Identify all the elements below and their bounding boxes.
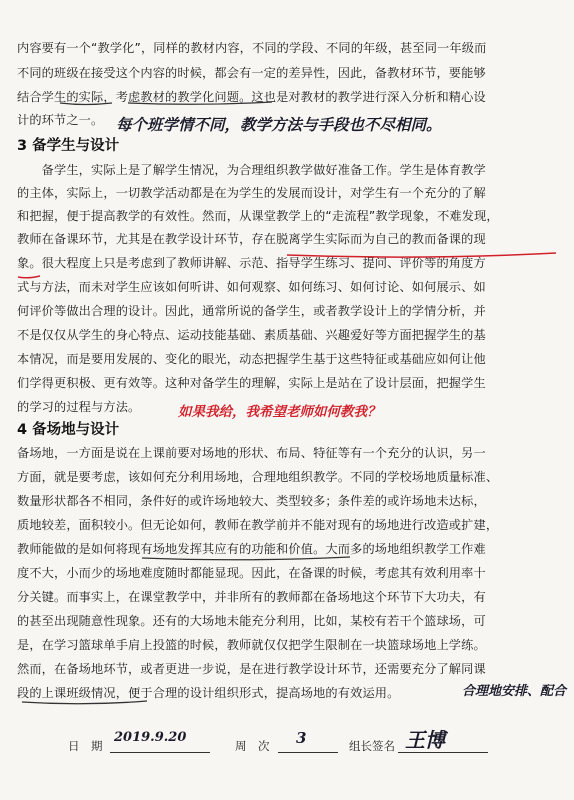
underline-field-value xyxy=(142,557,350,560)
text-line: 象。很大程度上只是考虑到了教师讲解、示范、指导学生练习、提问、评价等的角度方 xyxy=(17,256,486,270)
underline-class-info xyxy=(22,701,147,704)
text-line: 的学习的过程与方法。 xyxy=(17,400,141,414)
text-line: 度不大，小而少的场地难度随时都能显现。因此，在备课的时候，考虑其有效利用率十 xyxy=(17,566,486,580)
handwritten-note-2: 如果我给，我希望老师如何教我？ xyxy=(178,404,381,420)
text-line: 教师能做的是如何将现有场地发挥其应有的功能和价值。大而多的场地组织教学工作难 xyxy=(17,542,486,556)
text-line: 的主体，实际上，一切教学活动都是在为学生的发展而设计，对学生有一个充分的了解 xyxy=(17,186,486,200)
text-line: 是，在学习篮球单手肩上投篮的时候，教师就仅仅把学生限制在一块篮球场地上学练。 xyxy=(17,638,486,652)
date-label: 日 期 xyxy=(68,739,103,753)
handwritten-note-3: 合理地安排、配合 xyxy=(462,684,567,699)
week-value: 3 xyxy=(296,729,307,747)
text-line: 不是仅仅从学生的身心特点、运动技能基础、素质基础、兴趣爱好等方面把握学生的基 xyxy=(17,328,486,342)
text-line: 质地较差，面积较小。但无论如何，教师在教学前并不能对现有的场地进行改造或扩建， xyxy=(17,518,499,532)
text-line: 段的上课班级情况，便于合理的设计组织形式，提高场地的有效运用。 xyxy=(17,686,400,700)
section4-title: 4 备场地与设计 xyxy=(17,422,120,438)
text-line: 然而，在备场地环节，或者更进一步说，是在进行教学设计环节，还需要充分了解同课 xyxy=(17,662,486,676)
text-line: 和把握，便于提高教学的有效性。然而，从课堂教学上的“走流程”教学现象，不难发现， xyxy=(17,209,499,223)
text-line: 的甚至出现随意性现象。还有的大场地未能充分利用，比如，某校有若干个篮球场，可 xyxy=(17,614,486,628)
text-line: 数量形状都各不相同，条件好的或许场地较大、类型较多；条件差的或许场地未达标， xyxy=(17,494,486,508)
text-line: 备场地，一方面是说在上课前要对场地的形状、布局、特征等有一个充分的认识，另一 xyxy=(17,446,486,460)
section3-title: 3 备学生与设计 xyxy=(17,138,120,154)
text-line: 教师在备课环节，尤其是在教学设计环节，存在脱离学生实际而为自己的教而备课的现 xyxy=(17,232,486,246)
week-label: 周 次 xyxy=(235,739,270,753)
underline-red-2 xyxy=(18,276,40,278)
date-line xyxy=(110,752,210,753)
text-line: 方面，就是要考虑，该如何充分利用场地，合理地组织教学。不同的学校场地质量标准、 xyxy=(17,470,499,484)
date-value: 2019.9.20 xyxy=(114,730,187,745)
text-line: 不同的班级在接受这个内容的时候，都会有一定的差异性，因此，备教材环节，要能够 xyxy=(17,66,486,80)
text-line: 分关键。而事实上，在课堂教学中，并非所有的教师都在备场地这个环节下大功夫，有 xyxy=(17,590,486,604)
leader-signature-label: 组长签名 xyxy=(349,739,395,753)
week-line xyxy=(278,752,338,753)
text-line: 结合学生的实际，考虑教材的教学化问题。这也是对教材的教学进行深入分析和精心设 xyxy=(17,90,486,104)
leader-signature: 王博 xyxy=(405,728,445,752)
text-line: 式与方法，而未对学生应该如何听讲、如何观察、如何练习、如何讨论、如何展示、如 xyxy=(17,280,486,294)
text-line: 备学生，实际上是了解学生情况，为合理组织教学做好准备工作。学生是体育教学 xyxy=(17,163,486,177)
text-line: 计的环节之一。 xyxy=(17,113,104,127)
text-line: 们学得更积极、更有效等。这种对备学生的理解，实际上是站在了设计层面，把握学生 xyxy=(17,376,486,390)
handwritten-note-1: 每个班学情不同，教学方法与手段也不尽相同。 xyxy=(116,115,442,134)
text-line: 何评价等做出合理的设计。因此，通常所说的备学生，或者教学设计上的学情分析，并 xyxy=(17,304,486,318)
text-line: 本情况，而是要用发展的、变化的眼光，动态把握学生基于这些特征或基础应如何让他 xyxy=(17,352,486,366)
text-line: 内容要有一个“教学化”，同样的教材内容，不同的学段、不同的年级，甚至同一年级而 xyxy=(17,41,487,55)
